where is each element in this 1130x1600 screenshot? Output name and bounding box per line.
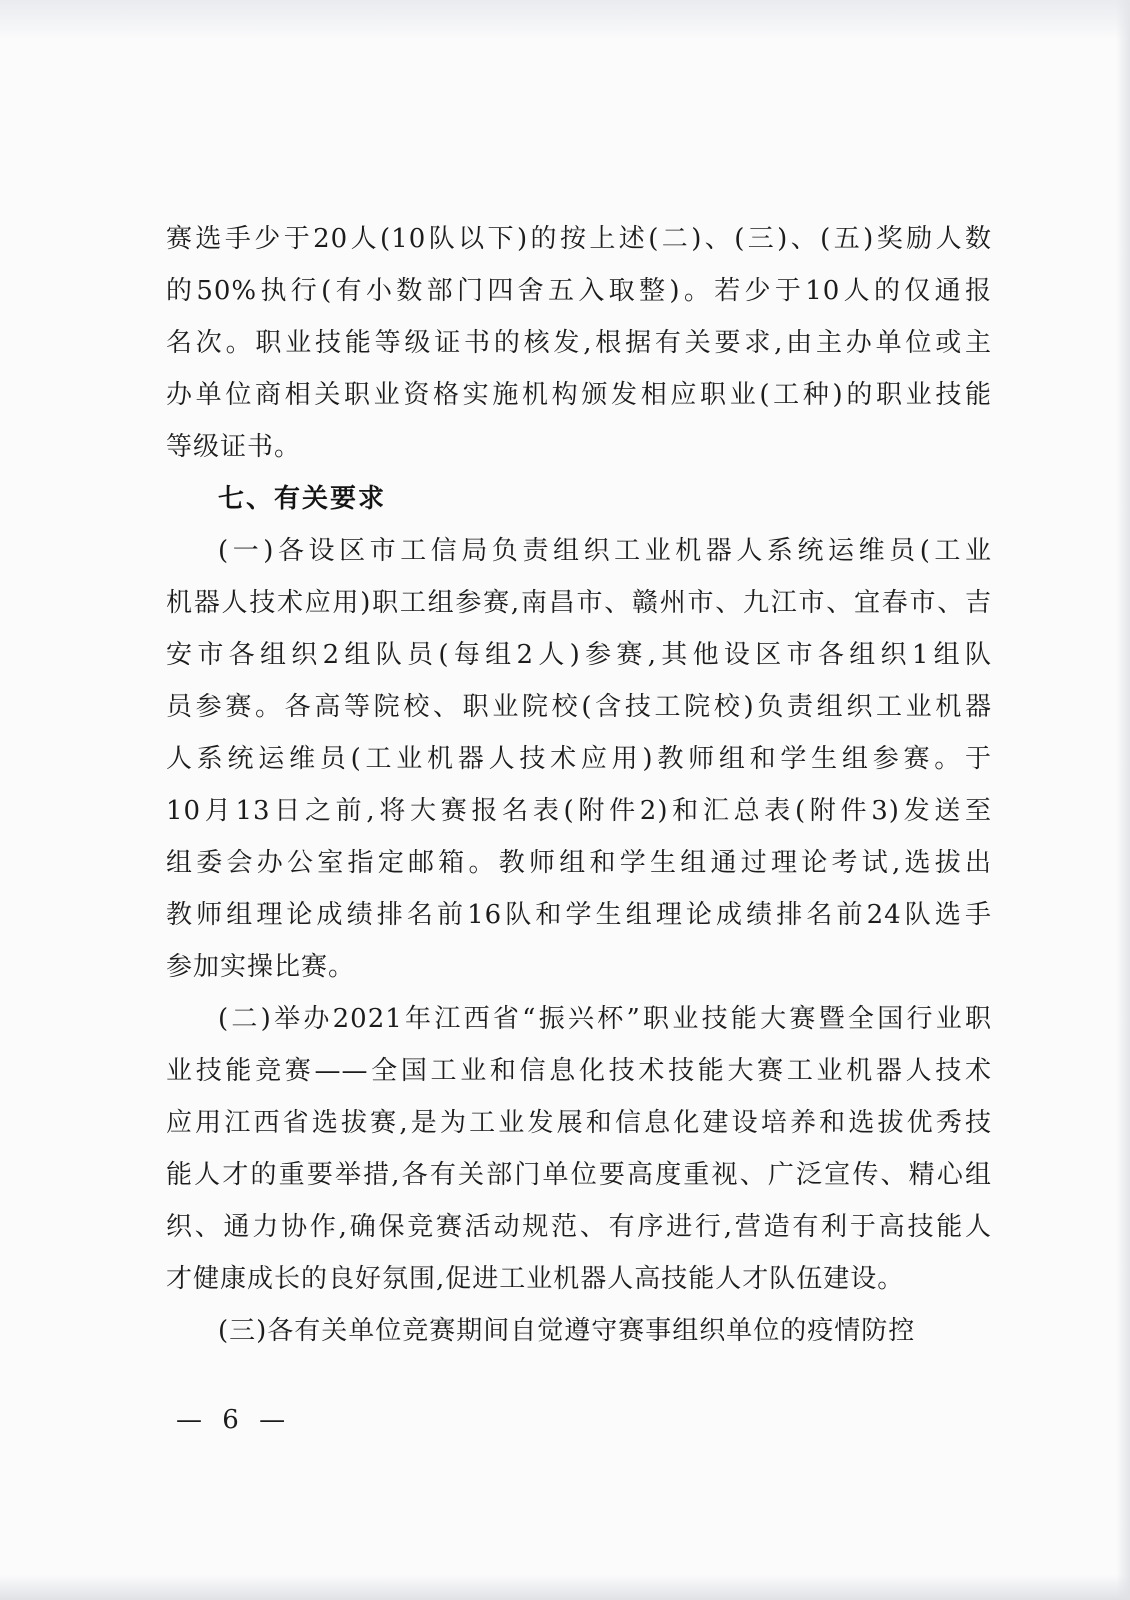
text-line: 员参赛。各高等院校、职业院校(含技工院校)负责组织工业机器 bbox=[166, 692, 992, 722]
page-number: — 6 — bbox=[176, 1405, 292, 1435]
text-line: 组委会办公室指定邮箱。教师组和学生组通过理论考试,选拔出 bbox=[166, 848, 992, 878]
text-line: (一)各设区市工信局负责组织工业机器人系统运维员(工业 bbox=[218, 536, 992, 566]
text-line: 应用江西省选拔赛,是为工业发展和信息化建设培养和选拔优秀技 bbox=[166, 1108, 992, 1138]
section-heading: 七、有关要求 bbox=[218, 484, 387, 514]
text-line: 参加实操比赛。 bbox=[166, 952, 356, 982]
text-line: 10月13日之前,将大赛报名表(附件2)和汇总表(附件3)发送至 bbox=[166, 796, 992, 826]
paragraph bbox=[166, 993, 992, 1305]
text-line: 机器人技术应用)职工组参赛,南昌市、赣州市、九江市、宜春市、吉 bbox=[166, 588, 992, 618]
text-line: 业技能竞赛——全国工业和信息化技术技能大赛工业机器人技术 bbox=[166, 1056, 992, 1086]
text-line: 办单位商相关职业资格实施机构颁发相应职业(工种)的职业技能 bbox=[166, 380, 992, 410]
text-line: 名次。职业技能等级证书的核发,根据有关要求,由主办单位或主 bbox=[166, 328, 992, 358]
text-line: 人系统运维员(工业机器人技术应用)教师组和学生组参赛。于 bbox=[166, 744, 992, 774]
text-line: 赛选手少于20人(10队以下)的按上述(二)、(三)、(五)奖励人数 bbox=[166, 224, 992, 254]
scan-edge-top bbox=[0, 0, 1130, 40]
paragraph bbox=[166, 1305, 992, 1357]
text-line: (二)举办2021年江西省“振兴杯”职业技能大赛暨全国行业职 bbox=[218, 1004, 992, 1034]
text-line: 能人才的重要举措,各有关部门单位要高度重视、广泛宣传、精心组 bbox=[166, 1160, 992, 1190]
scan-edge-right bbox=[1116, 0, 1130, 1600]
text-line: (三)各有关单位竞赛期间自觉遵守赛事组织单位的疫情防控 bbox=[218, 1316, 916, 1346]
text-line: 才健康成长的良好氛围,促进工业机器人高技能人才队伍建设。 bbox=[166, 1264, 905, 1294]
text-line: 安市各组织2组队员(每组2人)参赛,其他设区市各组织1组队 bbox=[166, 640, 992, 670]
paragraph bbox=[166, 525, 992, 993]
text-line: 织、通力协作,确保竞赛活动规范、有序进行,营造有利于高技能人 bbox=[166, 1212, 992, 1242]
text-line: 的50%执行(有小数部门四舍五入取整)。若少于10人的仅通报 bbox=[166, 276, 992, 306]
text-line: 等级证书。 bbox=[166, 432, 302, 462]
text-line: 教师组理论成绩排名前16队和学生组理论成绩排名前24队选手 bbox=[166, 900, 992, 930]
scan-edge-bottom bbox=[0, 1575, 1130, 1600]
paragraph bbox=[166, 213, 992, 473]
document-body bbox=[166, 213, 992, 1357]
